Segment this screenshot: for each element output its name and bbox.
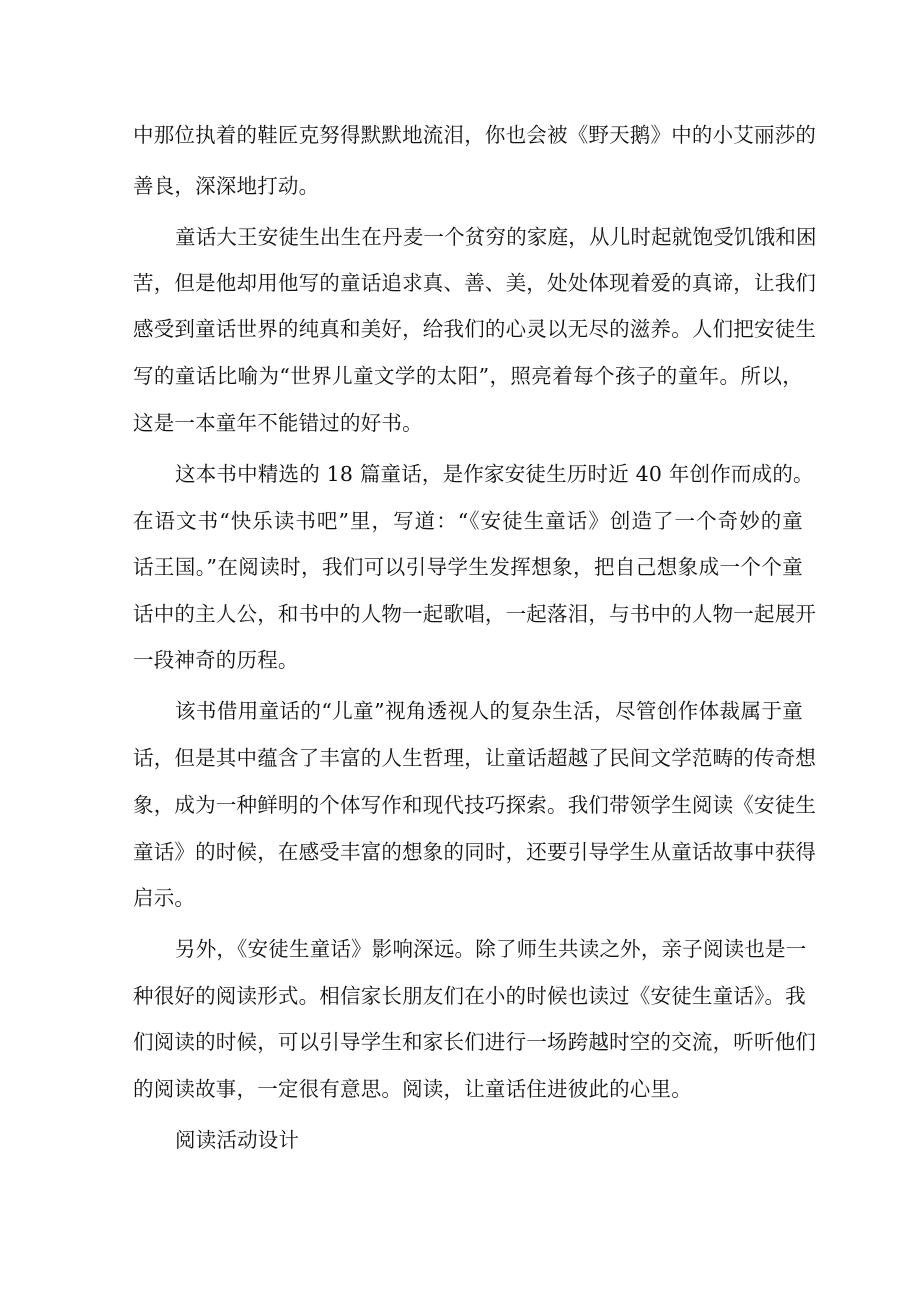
paragraph-3-line-3: 话王国。”在阅读时，我们可以引导学生发挥想象，把自己想象成一个个童 xyxy=(133,555,803,579)
paragraph-5-line-2: 种很好的阅读形式。相信家长朋友们在小的时候也读过《安徒生童话》。我 xyxy=(133,984,806,1008)
paragraph-3-line-2: 在语文书“快乐读书吧”里，写道：“《安徒生童话》创造了一个奇妙的童 xyxy=(133,509,803,533)
paragraph-3-line-1: 这本书中精选的 18 篇童话，是作家安徒生历时近 40 年创作而成的。 xyxy=(175,462,814,486)
paragraph-5-line-3: 们阅读的时候，可以引导学生和家长们进行一场跨越时空的交流，听听他们 xyxy=(133,1030,817,1054)
paragraph-3-line-5: 一段神奇的历程。 xyxy=(133,648,299,672)
paragraph-3-line-4: 话中的主人公，和书中的人物一起歌唱，一起落泪，与书中的人物一起展开 xyxy=(133,602,817,626)
paragraph-2-line-4: 写的童话比喻为“世界儿童文学的太阳”，照亮着每个孩子的童年。所以， xyxy=(133,364,803,388)
paragraph-2-line-1: 童话大王安徒生出生在丹麦一个贫穷的家庭，从儿时起就饱受饥饿和困 xyxy=(175,225,817,249)
paragraph-1-line-2: 善良，深深地打动。 xyxy=(133,174,320,198)
paragraph-5-line-4: 的阅读故事，一定很有意思。阅读，让童话住进彼此的心里。 xyxy=(133,1077,692,1101)
paragraph-1-line-1: 中那位执着的鞋匠克努得默默地流泪，你也会被《野天鹅》中的小艾丽莎的 xyxy=(133,123,817,147)
paragraph-5-line-1: 另外，《安徒生童话》影响深远。除了师生共读之外，亲子阅读也是一 xyxy=(175,937,807,961)
paragraph-4-line-4: 童话》的时候，在感受丰富的想象的同时，还要引导学生从童话故事中获得 xyxy=(133,840,817,864)
paragraph-4-line-1: 该书借用童话的“儿童”视角透视人的复杂生活，尽管创作体裁属于童 xyxy=(175,699,803,723)
paragraph-2-line-3: 感受到童话世界的纯真和美好，给我们的心灵以无尽的滋养。人们把安徒生 xyxy=(133,317,817,341)
paragraph-2-line-5: 这是一本童年不能错过的好书。 xyxy=(133,411,423,435)
paragraph-4-line-2: 话，但是其中蕴含了丰富的人生哲理，让童话超越了民间文学范畴的传奇想 xyxy=(133,746,817,770)
paragraph-2-line-2: 苦，但是他却用他写的童话追求真、善、美，处处体现着爱的真谛，让我们 xyxy=(133,271,817,295)
paragraph-4-line-5: 启示。 xyxy=(133,886,196,910)
paragraph-4-line-3: 象，成为一种鲜明的个体写作和现代技巧探索。我们带领学生阅读《安徒生 xyxy=(133,793,817,817)
section-heading: 阅读活动设计 xyxy=(175,1128,300,1152)
